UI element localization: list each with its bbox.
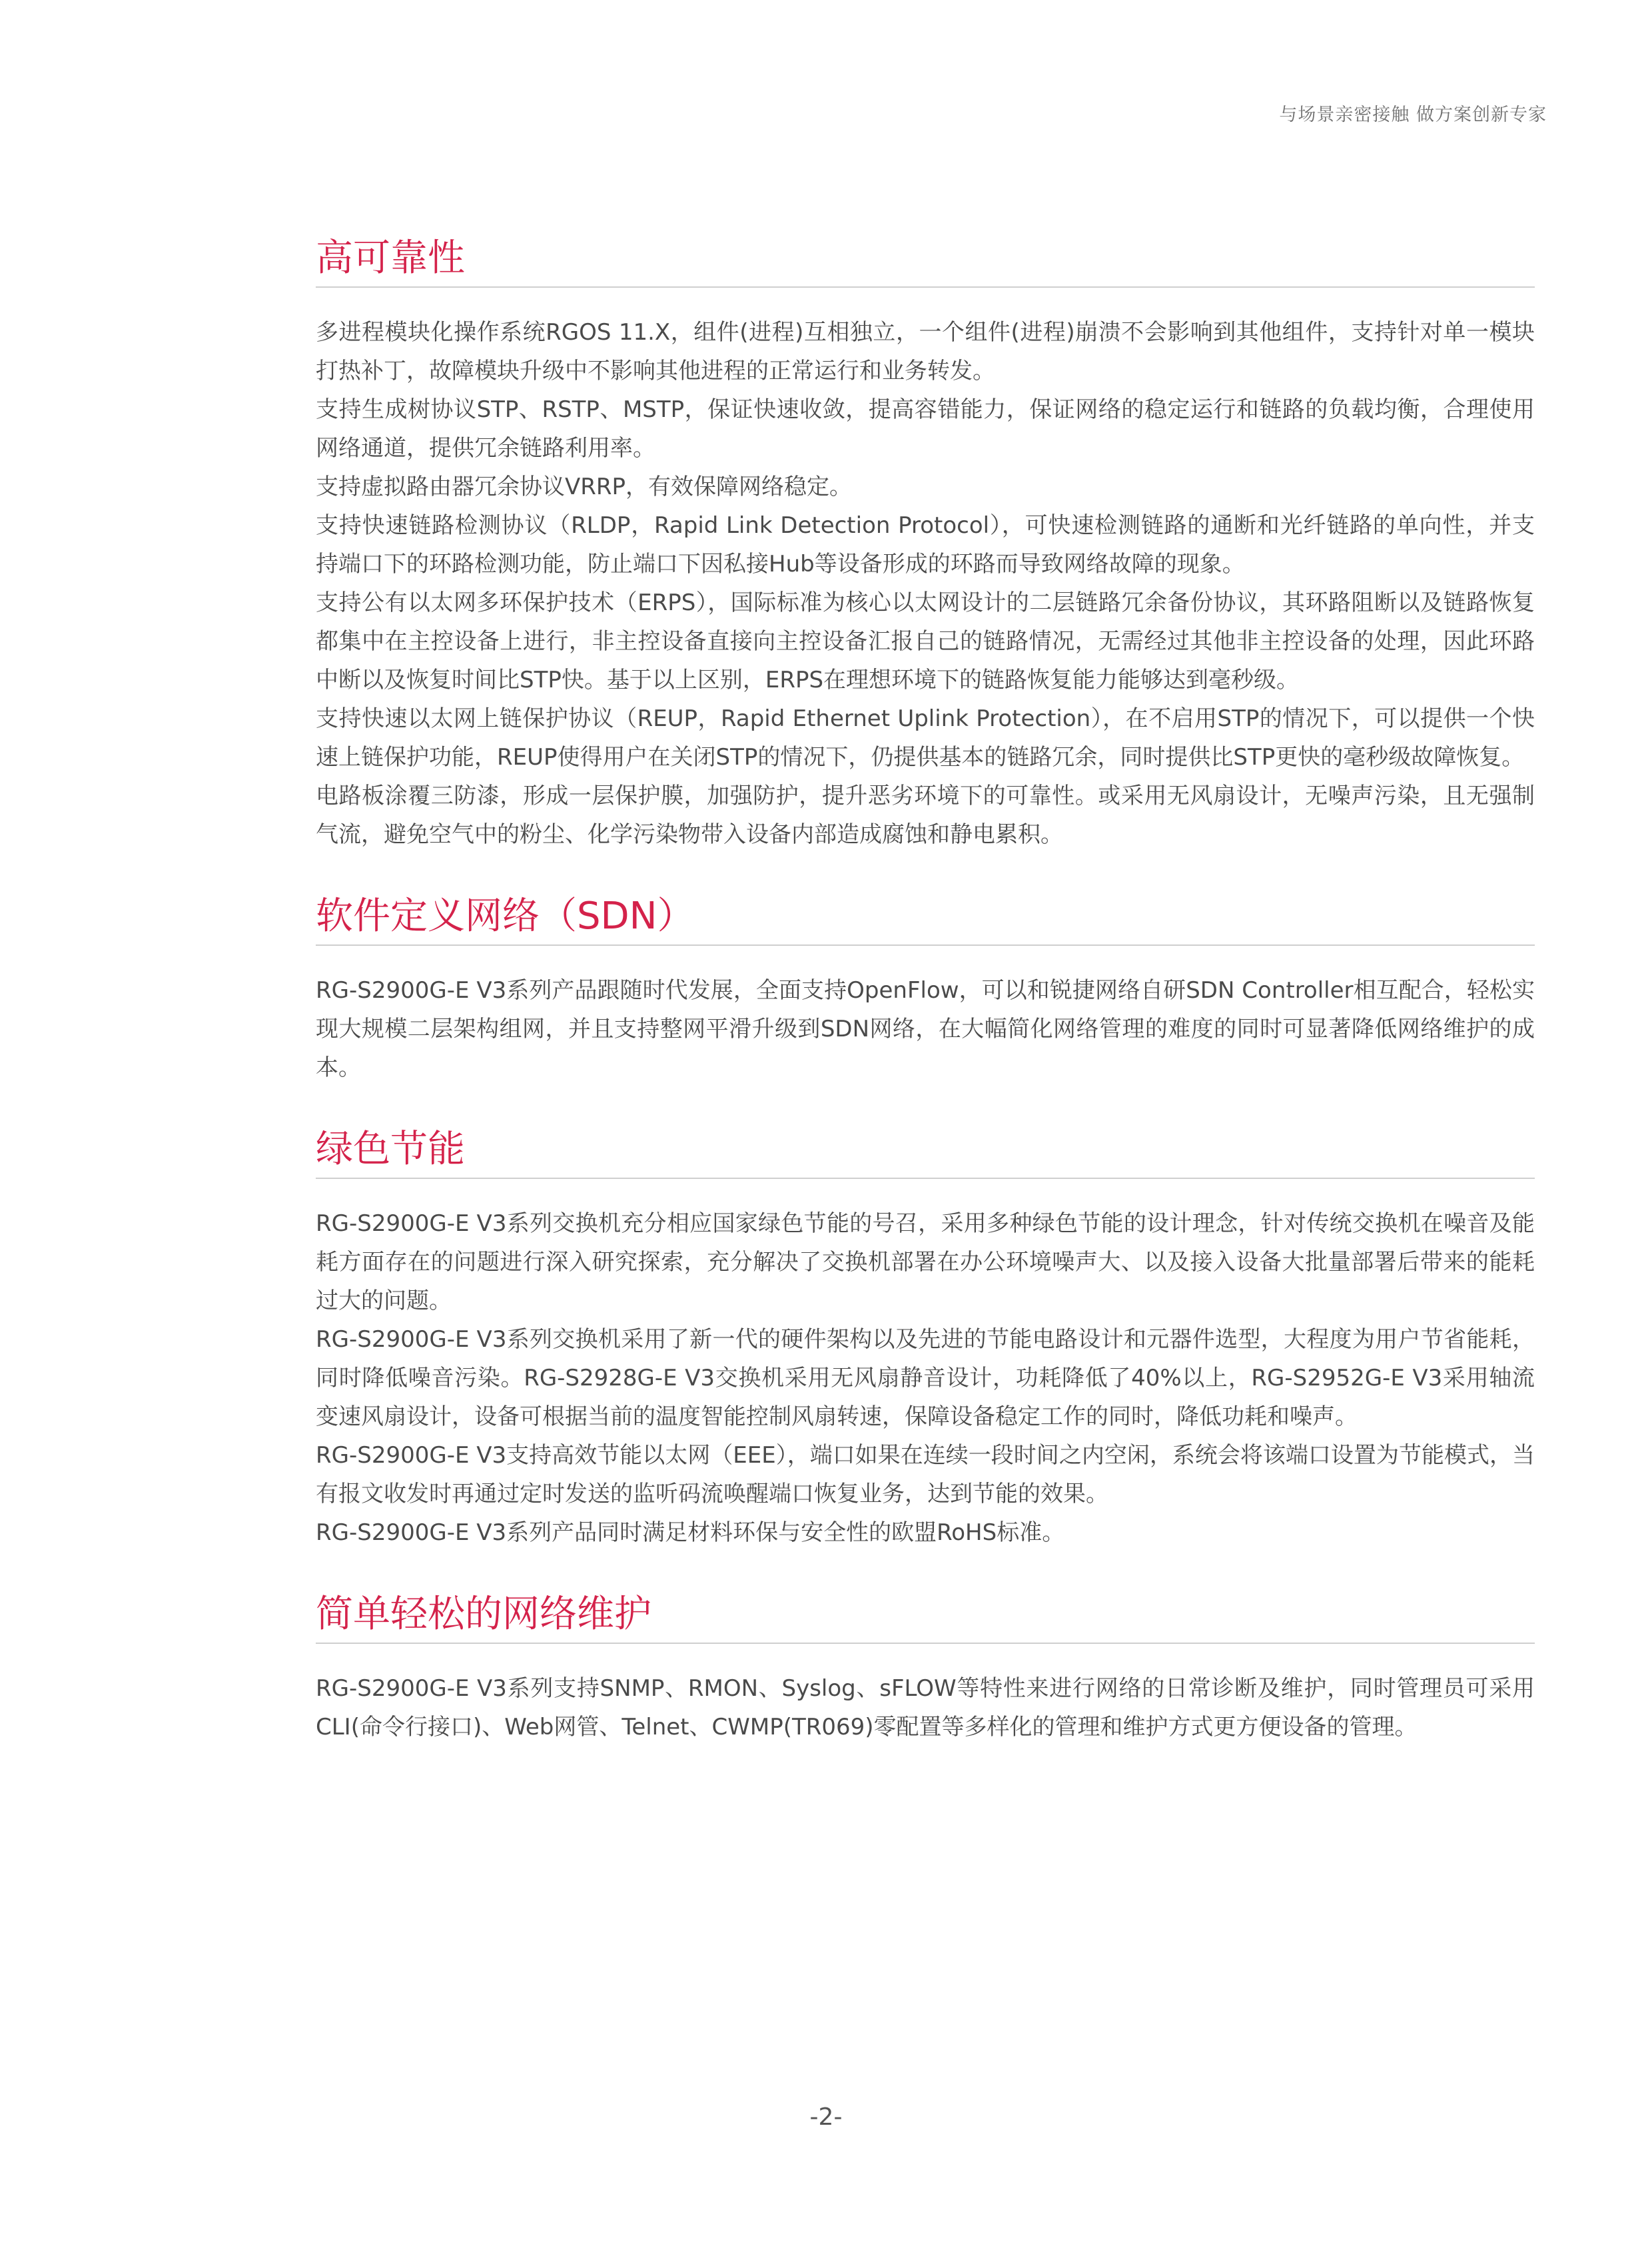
document-content — [316, 234, 1535, 1746]
paragraph: RG-S2900G-E V3系列产品同时满足材料环保与安全性的欧盟RoHS标准。 — [316, 1519, 1065, 1546]
paragraph: RG-S2900G-E V3系列交换机采用了新一代的硬件架构以及先进的节能电路设计和元器件选型，大程度为用户节省能耗，同时降低噪音污染。RG-S2928G-E V3交换机采用无风扇静音设计，功耗降低了40%以上，RG-S2952G-E V3采用轴流变速风扇设计，设备可根据当前的温度智能控制风扇转速，保障设备稳定工作的同时，降低功耗和噪声。 — [316, 1326, 1535, 1430]
section-sdn — [316, 893, 1535, 1087]
section-high-reliability — [316, 234, 1535, 854]
paragraph: 支持快速以太网上链保护协议（REUP，Rapid Ethernet Uplink Protection），在不启用STP的情况下，可以提供一个快速上链保护功能，REUP使得用户在关闭STP的情况下，仍提供基本的链路冗余，同时提供比STP更快的毫秒级故障恢复。 — [316, 705, 1535, 771]
paragraph: RG-S2900G-E V3系列交换机充分相应国家绿色节能的号召，采用多种绿色节能的设计理念，针对传统交换机在噪音及能耗方面存在的问题进行深入研究探索，充分解决了交换机部署在办公环境噪声大、以及接入设备大批量部署后带来的能耗过大的问题。 — [316, 1210, 1535, 1314]
paragraph: 支持公有以太网多环保护技术（ERPS），国际标准为核心以太网设计的二层链路冗余备份协议，其环路阻断以及链路恢复都集中在主控设备上进行，非主控设备直接向主控设备汇报自己的链路情况，无需经过其他非主控设备的处理，因此环路中断以及恢复时间比STP快。基于以上区别，ERPS在理想环境下的链路恢复能力能够达到毫秒级。 — [316, 589, 1535, 693]
paragraph: 电路板涂覆三防漆，形成一层保护膜，加强防护，提升恶劣环境下的可靠性。或采用无风扇设计，无噪声污染，且无强制气流，避免空气中的粉尘、化学污染物带入设备内部造成腐蚀和静电累积。 — [316, 783, 1535, 848]
section-title: 软件定义网络（SDN） — [316, 893, 1535, 946]
section-title: 绿色节能 — [316, 1126, 1535, 1179]
paragraph: 支持生成树协议STP、RSTP、MSTP，保证快速收敛，提高容错能力，保证网络的稳定运行和链路的负载均衡，合理使用网络通道，提供冗余链路利用率。 — [316, 396, 1535, 462]
paragraph: 支持快速链路检测协议（RLDP，Rapid Link Detection Protocol），可快速检测链路的通断和光纤链路的单向性，并支持端口下的环路检测功能，防止端口下因私接Hub等设备形成的环路而导致网络故障的现象。 — [316, 512, 1535, 577]
section-green-energy — [316, 1126, 1535, 1552]
paragraph: RG-S2900G-E V3系列支持SNMP、RMON、Syslog、sFLOW等特性来进行网络的日常诊断及维护，同时管理员可采用CLI(命令行接口)、Web网管、Telnet、CWMP(TR069)零配置等多样化的管理和维护方式更方便设备的管理。 — [316, 1675, 1535, 1740]
section-body — [316, 1669, 1535, 1746]
page-number: -2- — [809, 2103, 843, 2131]
section-body — [316, 1204, 1535, 1552]
section-body — [316, 313, 1535, 854]
paragraph: 支持虚拟路由器冗余协议VRRP，有效保障网络稳定。 — [316, 474, 853, 500]
section-network-maintenance — [316, 1591, 1535, 1746]
paragraph: 多进程模块化操作系统RGOS 11.X，组件(进程)互相独立，一个组件(进程)崩溃不会影响到其他组件，支持针对单一模块打热补丁，故障模块升级中不影响其他进程的正常运行和业务转发。 — [316, 319, 1535, 384]
section-title: 高可靠性 — [316, 234, 1535, 288]
paragraph: RG-S2900G-E V3支持高效节能以太网（EEE），端口如果在连续一段时间之内空闲，系统会将该端口设置为节能模式，当有报文收发时再通过定时发送的监听码流唤醒端口恢复业务，达到节能的效果。 — [316, 1442, 1535, 1507]
header-tagline: 与场景亲密接触 做方案创新专家 — [1279, 105, 1547, 125]
section-title: 简单轻松的网络维护 — [316, 1591, 1535, 1644]
section-body — [316, 971, 1535, 1087]
paragraph: RG-S2900G-E V3系列产品跟随时代发展，全面支持OpenFlow，可以和锐捷网络自研SDN Controller相互配合，轻松实现大规模二层架构组网，并且支持整网平滑升级到SDN网络，在大幅简化网络管理的难度的同时可显著降低网络维护的成本。 — [316, 977, 1535, 1081]
